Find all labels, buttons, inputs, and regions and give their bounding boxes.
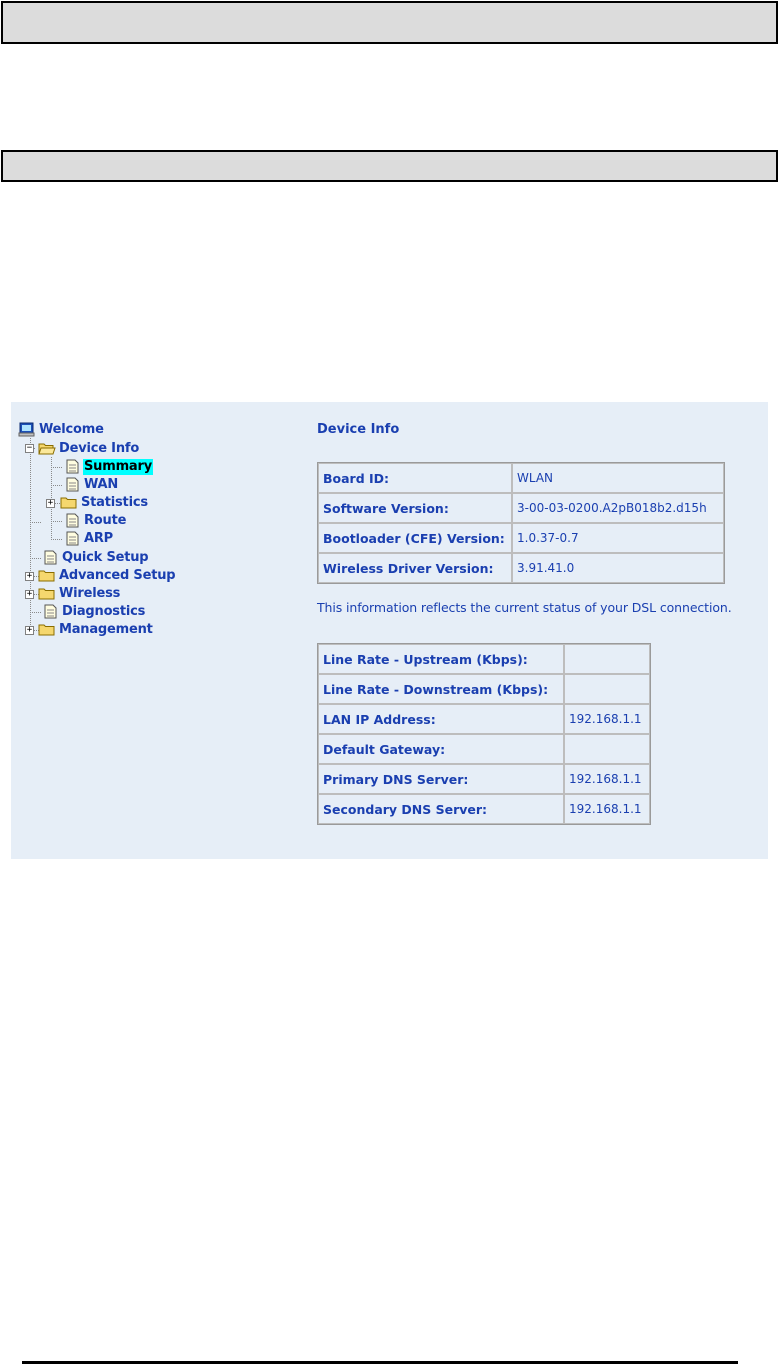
- row-value: WLAN: [512, 463, 724, 493]
- tree-label[interactable]: Management: [59, 621, 153, 637]
- expand-toggle-icon[interactable]: +: [47, 498, 54, 508]
- tree-item-diagnostics[interactable]: [41, 603, 146, 620]
- row-label: Software Version:: [318, 493, 512, 523]
- row-label: Bootloader (CFE) Version:: [318, 523, 512, 553]
- tree-label[interactable]: Quick Setup: [62, 549, 149, 565]
- header-bar-top: [1, 1, 778, 44]
- page-icon: [63, 459, 81, 474]
- dsl-status-table: [317, 643, 651, 825]
- expand-toggle-icon[interactable]: +: [26, 571, 33, 581]
- folder-icon: [38, 586, 56, 601]
- row-value: 192.168.1.1: [564, 704, 650, 734]
- row-label: Line Rate - Downstream (Kbps):: [318, 674, 564, 704]
- tree-item-wireless[interactable]: [38, 585, 121, 602]
- collapse-toggle-icon[interactable]: −: [26, 443, 33, 453]
- row-value: [564, 734, 650, 764]
- header-bar-second: [1, 150, 778, 182]
- tree-item-device-info[interactable]: [38, 440, 140, 457]
- row-value: 192.168.1.1: [564, 794, 650, 824]
- table-row: [318, 644, 650, 674]
- tree-label[interactable]: Summary: [84, 458, 152, 474]
- main-content: [317, 422, 762, 817]
- page-icon: [41, 604, 59, 619]
- row-value: 1.0.37-0.7: [512, 523, 724, 553]
- tree-item-route[interactable]: [63, 512, 127, 529]
- router-screenshot: [11, 402, 768, 859]
- computer-icon: [18, 422, 36, 437]
- table-row: [318, 674, 650, 704]
- page-icon: [63, 513, 81, 528]
- tree-item-quick-setup[interactable]: [41, 549, 149, 566]
- row-label: LAN IP Address:: [318, 704, 564, 734]
- expand-toggle-icon[interactable]: +: [26, 589, 33, 599]
- tree-item-statistics[interactable]: [60, 494, 149, 511]
- status-note: This information reflects the current status of your DSL connection.: [317, 600, 732, 615]
- tree-label[interactable]: WAN: [84, 476, 119, 492]
- table-row: [318, 764, 650, 794]
- tree-label[interactable]: Diagnostics: [62, 603, 146, 619]
- page-icon: [63, 477, 81, 492]
- row-value: [564, 674, 650, 704]
- tree-item-summary[interactable]: [63, 458, 153, 475]
- row-label: Line Rate - Upstream (Kbps):: [318, 644, 564, 674]
- row-label: Primary DNS Server:: [318, 764, 564, 794]
- table-row: [318, 523, 724, 553]
- tree-label[interactable]: Device Info: [59, 440, 140, 456]
- folder-icon: [60, 495, 78, 510]
- tree-item-wan[interactable]: [63, 476, 119, 493]
- row-value: 3.91.41.0: [512, 553, 724, 583]
- tree-label[interactable]: Route: [84, 512, 127, 528]
- table-row: [318, 734, 650, 764]
- tree-label[interactable]: Statistics: [81, 494, 148, 510]
- tree-label[interactable]: Wireless: [59, 585, 121, 601]
- row-label: Board ID:: [318, 463, 512, 493]
- table-row: [318, 704, 650, 734]
- folder-icon: [38, 568, 56, 583]
- tree-item-arp[interactable]: [63, 530, 114, 547]
- expand-toggle-icon[interactable]: +: [26, 625, 33, 635]
- row-label: Secondary DNS Server:: [318, 794, 564, 824]
- table-row: [318, 493, 724, 523]
- page-icon: [63, 531, 81, 546]
- page-icon: [41, 550, 59, 565]
- row-value: 3-00-03-0200.A2pB018b2.d15h: [512, 493, 724, 523]
- table-row: [318, 553, 724, 583]
- tree-item-welcome[interactable]: [18, 421, 105, 438]
- device-info-table: [317, 462, 725, 584]
- table-row: [318, 794, 650, 824]
- row-label: Wireless Driver Version:: [318, 553, 512, 583]
- tree-label[interactable]: Advanced Setup: [59, 567, 176, 583]
- row-value: 192.168.1.1: [564, 764, 650, 794]
- row-value: [564, 644, 650, 674]
- table-row: [318, 463, 724, 493]
- tree-label[interactable]: Welcome: [39, 421, 104, 437]
- page-title: Device Info: [317, 422, 400, 437]
- row-label: Default Gateway:: [318, 734, 564, 764]
- tree-item-advanced-setup[interactable]: [38, 567, 176, 584]
- footer-rule: [22, 1361, 738, 1364]
- tree-label[interactable]: ARP: [84, 530, 113, 546]
- tree-item-management[interactable]: [38, 621, 154, 638]
- nav-tree: [11, 402, 291, 662]
- folder-icon: [38, 622, 56, 637]
- open-folder-icon: [38, 441, 56, 456]
